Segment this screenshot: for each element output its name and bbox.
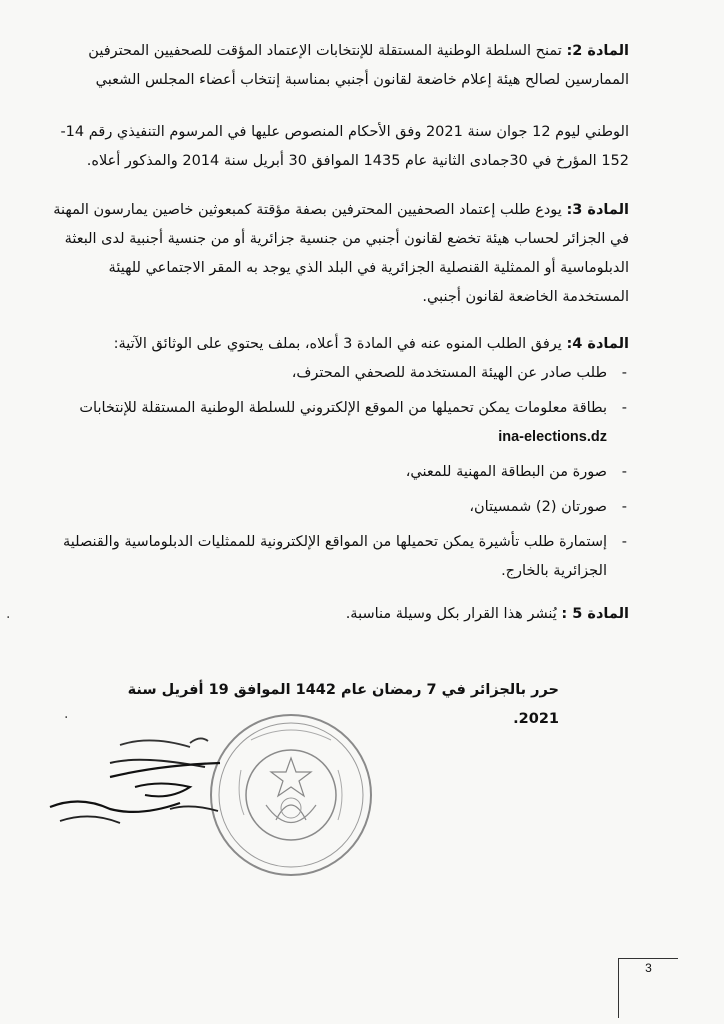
article-5-label: المادة 5 : bbox=[561, 606, 629, 622]
article-3 bbox=[39, 196, 629, 312]
article-2 bbox=[39, 37, 629, 95]
article-2-label: المادة 2: bbox=[566, 43, 629, 59]
official-seal-stamp bbox=[206, 710, 376, 880]
article-2-text: تمنح السلطة الوطنية المستقلة للإنتخابات الإعتماد المؤقت للصحفيين المحترفين الممارسين لصالح هيئة إعلام خاضعة لقانون أجنبي بمناسبة إنتخاب أعضاء المجلس الشعبي bbox=[88, 43, 629, 88]
article-3-text: يودع طلب إعتماد الصحفيين المحترفين بصفة مؤقتة كمبعوثين خاصين يمارسون المهنة في الجزائر لحساب هيئة تخضع لقانون أجنبي من جنسية جزائرية أو من جنسية أجنبية لدى البعثة الدبلوماسية أو الممثلية القنصلية الجزائرية في البلد الذي يوجد به المقر الاجتماعي للهيئة المستخدمة الخاضعة لقانون أجنبي. bbox=[53, 202, 629, 305]
list-item: - صورة من البطاقة المهنية للمعني، bbox=[39, 458, 629, 487]
article-5-text: يُنشر هذا القرار بكل وسيلة مناسبة. bbox=[345, 606, 557, 622]
website-url: ina-elections.dz bbox=[498, 429, 607, 445]
page-number: 3 bbox=[618, 958, 678, 1018]
article-4-label: المادة 4: bbox=[566, 336, 629, 352]
president-signature bbox=[40, 725, 230, 835]
documents-list bbox=[39, 359, 629, 586]
article-4-intro: يرفق الطلب المنوه عنه في المادة 3 أعلاه، بملف يحتوي على الوثائق الآتية: bbox=[113, 336, 562, 352]
article-5 bbox=[39, 600, 629, 629]
article-3-label: المادة 3: bbox=[566, 202, 629, 218]
list-item: - بطاقة معلومات يمكن تحميلها من الموقع الإلكتروني للسلطة الوطنية المستقلة للإنتخابات ina-elections.dz bbox=[39, 394, 629, 452]
article-2-continued bbox=[39, 118, 629, 176]
scan-mark: · bbox=[6, 610, 11, 626]
scan-mark: · bbox=[64, 710, 69, 726]
list-item: - صورتان (2) شمسيتان، bbox=[39, 493, 629, 522]
article-2-text-continued: الوطني ليوم 12 جوان سنة 2021 وفق الأحكام المنصوص عليها في المرسوم التنفيذي رقم 14-152 المؤرخ في 30جمادى الثانية عام 1435 الموافق 30 أبريل سنة 2014 والمذكور أعلاه. bbox=[60, 124, 629, 169]
signed-at-line: حرر بالجزائر في 7 رمضان عام 1442 الموافق 19 أفريل سنة 2021. bbox=[127, 682, 559, 727]
article-4 bbox=[39, 330, 629, 592]
list-item: - إستمارة طلب تأشيرة يمكن تحميلها من المواقع الإلكترونية للممثليات الدبلوماسية والقنصلية الجزائرية بالخارج. bbox=[39, 528, 629, 586]
list-item: - طلب صادر عن الهيئة المستخدمة للصحفي المحترف، bbox=[39, 359, 629, 388]
